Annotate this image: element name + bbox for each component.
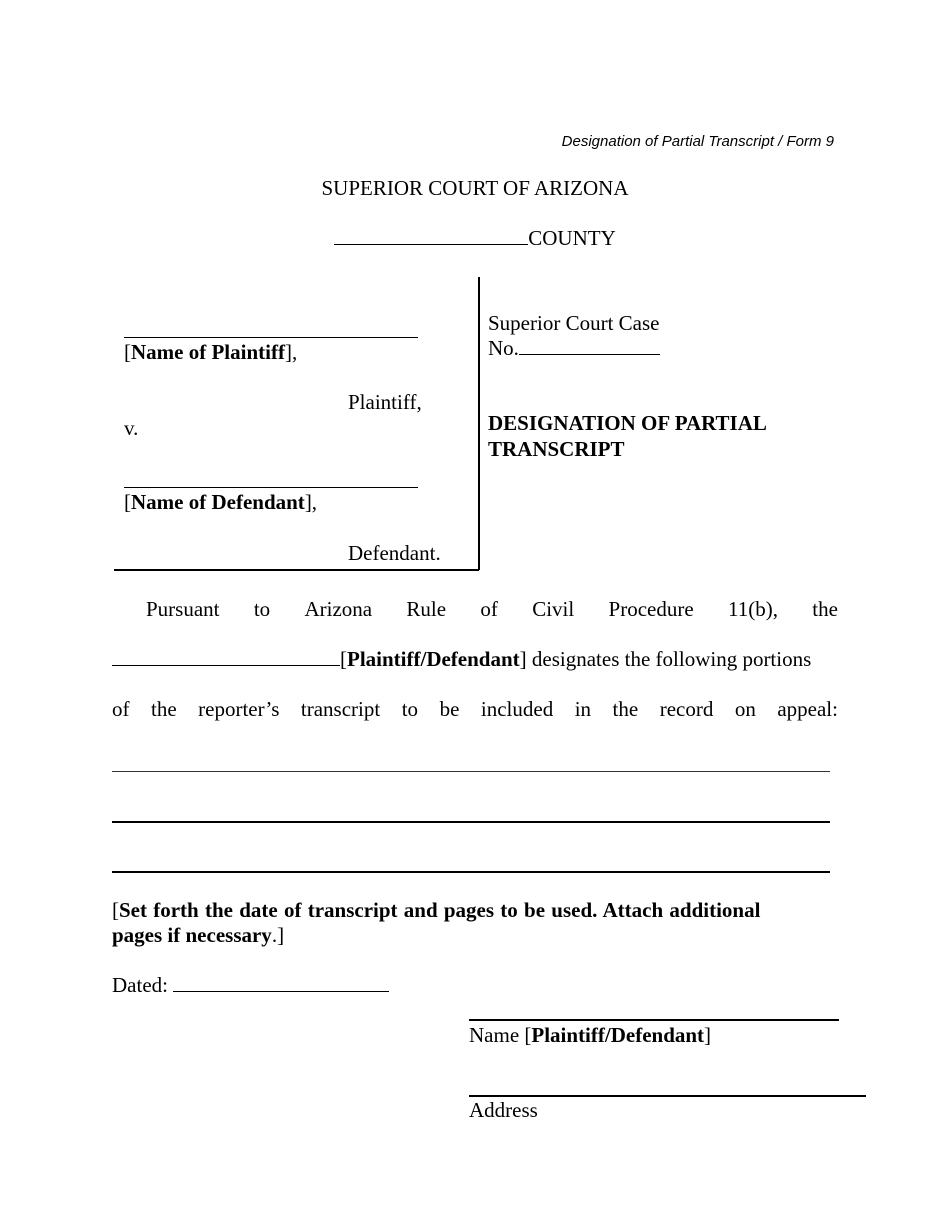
dated-field [112, 973, 389, 998]
body-line-1-word: Pursuant [146, 597, 220, 621]
body-line-3-word: reporter’s [198, 697, 280, 721]
plaintiff-name: [Name of Plaintiff], [124, 340, 298, 364]
body-line-1-word: Procedure [608, 597, 694, 621]
body-line-3-word: the [612, 697, 639, 721]
defendant-role: Defendant. [348, 541, 441, 565]
body-line-3-word: of [112, 697, 130, 721]
caption-divider [478, 277, 480, 570]
designation-line-1[interactable] [112, 771, 830, 772]
county-line [0, 226, 950, 251]
body-line-1-word: 11(b), [728, 597, 778, 621]
body-line-3-word: appeal: [777, 697, 838, 721]
county-label: COUNTY [528, 226, 616, 250]
signature-name: Name [Plaintiff/Defendant] [469, 1023, 712, 1047]
body-line-3-word: the [151, 697, 177, 721]
body-line-1-word: to [253, 597, 271, 621]
body-line-1-word: the [812, 597, 838, 621]
name-signature-line[interactable] [469, 1019, 839, 1021]
body-line-1-word: Rule [406, 597, 447, 621]
dated-blank[interactable] [173, 973, 389, 992]
document-title-line1: DESIGNATION OF PARTIAL [488, 411, 767, 435]
plaintiff-name-line[interactable] [124, 337, 418, 338]
instruction-line-1: [Set forth the date of transcript and pages to be used. Attach additional [112, 898, 761, 922]
court-name: SUPERIOR COURT OF ARIZONA [321, 176, 629, 200]
defendant-name-line[interactable] [124, 487, 418, 488]
body-line-3-word: be [439, 697, 460, 721]
plaintiff-role: Plaintiff, [348, 390, 422, 414]
party-blank[interactable] [112, 647, 340, 666]
form-header: Designation of Partial Transcript / Form 9 [561, 133, 834, 150]
dated-label: Dated: [112, 973, 168, 997]
body-line-1-word: Arizona [304, 597, 373, 621]
body-line-1-word: Civil [532, 597, 575, 621]
body-line-3-word: transcript [300, 697, 381, 721]
body-line-3-word: record [659, 697, 714, 721]
instruction-line-2: pages if necessary.] [112, 923, 285, 947]
document-title-line2: TRANSCRIPT [488, 437, 625, 461]
body-line-1-word: of [480, 597, 498, 621]
designation-line-3[interactable] [112, 871, 830, 873]
case-number-blank[interactable] [519, 336, 660, 355]
body-line-3 [112, 697, 838, 722]
designation-line-2[interactable] [112, 821, 830, 823]
body-line-3-word: on [734, 697, 756, 721]
body-line-3-word: in [574, 697, 592, 721]
county-blank[interactable] [334, 226, 528, 245]
versus: v. [124, 416, 139, 440]
caption-bottom-rule [114, 569, 479, 571]
body-line-2: [Plaintiff/Defendant] designates the following portions [112, 647, 811, 672]
case-number-label: Superior Court Case [488, 311, 660, 335]
body-line-3-word: included [480, 697, 554, 721]
defendant-name: [Name of Defendant], [124, 490, 318, 514]
address-label: Address [469, 1098, 538, 1122]
address-line[interactable] [469, 1095, 866, 1097]
body-line-3-word: to [401, 697, 419, 721]
body-line-1 [146, 597, 838, 622]
case-number: No. [488, 336, 660, 361]
